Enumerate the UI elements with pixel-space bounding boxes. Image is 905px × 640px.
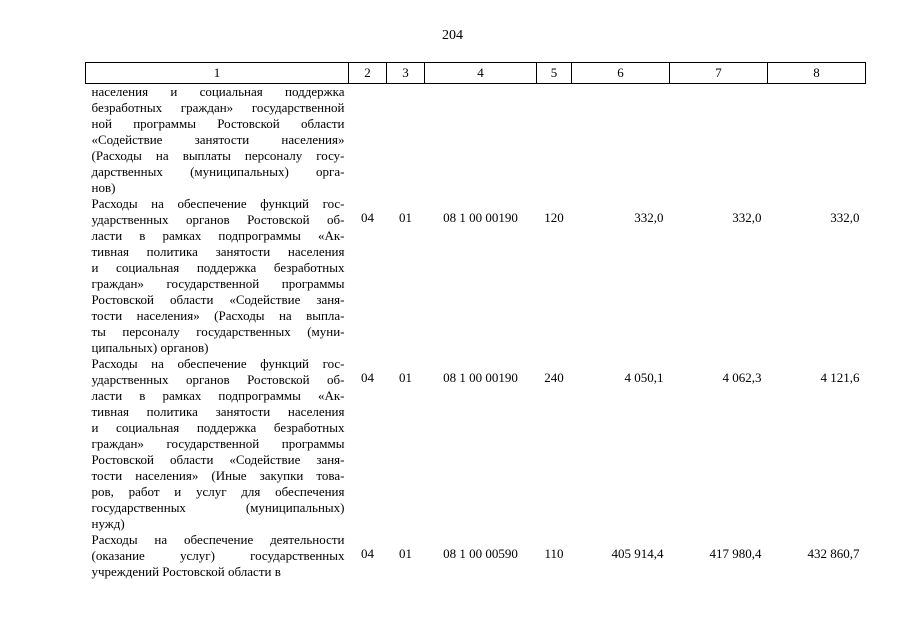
row-description [86,84,349,197]
description-line: Расходы на обеспечение деятельности [91,532,345,547]
description-line: безработных граждан» государственной [91,100,345,115]
row-description [86,532,349,580]
amount-year-2: 332,0 [732,210,762,225]
description-line: (Расходы на выплаты персоналу госу- [91,148,345,163]
amount-year-3: 432 860,7 [807,546,860,561]
header-col-1: 1 [86,63,349,84]
header-col-4: 4 [425,63,537,84]
header-col-7: 7 [670,63,768,84]
description-line: нов) [91,180,116,195]
description-line: ров, работ и услуг для обеспечения [91,484,345,499]
description-line: учреждений Ростовской области в [91,564,281,579]
description-line: ципальных) органов) [91,340,209,355]
amount-year-1: 4 050,1 [624,370,664,385]
amount-year-3 [768,84,866,197]
description-line: тивная политика занятости населения [91,404,345,419]
table-row [86,84,866,197]
target-article-code: 08 1 00 00190 [443,210,518,225]
subsection-code: 01 [399,546,412,561]
section-code: 04 [361,546,374,561]
page-number: 204 [442,28,463,43]
amount-year-2: 417 980,4 [709,546,762,561]
amount-year-3: 4 121,6 [820,370,860,385]
description-line: тивная политика занятости населения [91,244,345,259]
target-article-code: 08 1 00 00590 [443,546,518,561]
target-article-code [425,84,537,197]
expense-type-code [537,84,572,197]
row-description [86,196,349,356]
description-line: граждан» государственной программы [91,276,345,291]
description-line: дарственных (муниципальных) орга- [91,164,345,179]
description-line: и социальная поддержка безработных [91,260,345,275]
table-row [86,532,866,580]
table-row [86,196,866,356]
header-col-2: 2 [349,63,387,84]
description-line: ударственных органов Ростовской об- [91,212,345,227]
row-description [86,356,349,532]
expense-type-code: 240 [544,370,564,385]
header-row [86,63,866,84]
description-line: государственных (муниципальных) [91,500,345,515]
description-line: ласти в рамках подпрограммы «Ак- [91,388,345,403]
description-line: Расходы на обеспечение функций гос- [91,356,345,371]
description-line: тости населения» (Иные закупки това- [91,468,345,483]
amount-year-1 [572,84,670,197]
table-row [86,356,866,532]
description-line: «Содействие занятости населения» [91,132,345,147]
description-line: тости населения» (Расходы на выпла- [91,308,345,323]
description-line: ласти в рамках подпрограммы «Ак- [91,228,345,243]
description-line: ной программы Ростовской области [91,116,345,131]
header-col-6: 6 [572,63,670,84]
subsection-code [387,84,425,197]
description-line: нужд) [91,516,125,531]
amount-year-1: 332,0 [634,210,664,225]
header-col-3: 3 [387,63,425,84]
budget-table [85,62,866,580]
target-article-code: 08 1 00 00190 [443,370,518,385]
header-col-8: 8 [768,63,866,84]
header-col-5: 5 [537,63,572,84]
section-code [349,84,387,197]
description-line: ударственных органов Ростовской об- [91,372,345,387]
amount-year-1: 405 914,4 [611,546,664,561]
subsection-code: 01 [399,370,412,385]
description-line: граждан» государственной программы [91,436,345,451]
description-line: (оказание услуг) государственных [91,548,345,563]
description-line: Ростовской области «Содействие заня- [91,292,345,307]
section-code: 04 [361,210,374,225]
description-line: и социальная поддержка безработных [91,420,345,435]
description-line: Расходы на обеспечение функций гос- [91,196,345,211]
description-line: ты персоналу государственных (муни- [91,324,345,339]
amount-year-2: 4 062,3 [722,370,762,385]
amount-year-3: 332,0 [830,210,860,225]
description-line: Ростовской области «Содействие заня- [91,452,345,467]
subsection-code: 01 [399,210,412,225]
description-line: населения и социальная поддержка [91,84,345,99]
amount-year-2 [670,84,768,197]
section-code: 04 [361,370,374,385]
expense-type-code: 110 [544,546,564,561]
expense-type-code: 120 [544,210,564,225]
